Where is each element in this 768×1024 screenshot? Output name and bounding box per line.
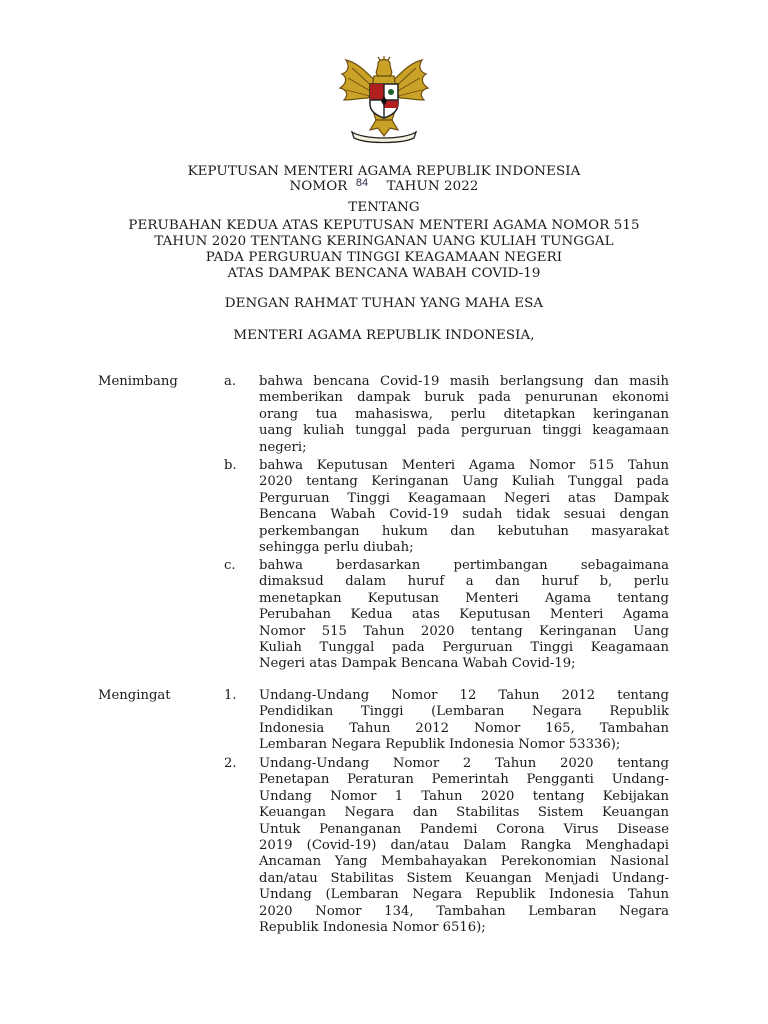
text-line: bahwa bencana Covid-19 masih berlangsung dan masih xyxy=(259,374,669,389)
text-line: Kuliah Tunggal pada Perguruan Tinggi Keagamaan xyxy=(259,639,669,655)
text-line: Pendidikan Tinggi (Lembaran Negara Republik xyxy=(259,704,669,720)
text-line: 2019 (Covid-19) dan/atau Dalam Rangka Menghadapi xyxy=(259,837,669,853)
tahun-label: TAHUN 2022 xyxy=(386,179,479,194)
text-line: uang kuliah tunggal pada perguruan tinggi keagamaan xyxy=(259,423,669,439)
text-line: perkembangan hukum dan kebutuhan masyarakat xyxy=(259,523,669,539)
tentang-label: TENTANG xyxy=(348,200,420,215)
nomor-value: 84 xyxy=(355,177,369,189)
text-line: Undang-Undang Nomor 12 Tahun 2012 tentang xyxy=(259,688,669,703)
subject-line: PADA PERGURUAN TINGGI KEAGAMAAN NEGERI xyxy=(205,250,563,265)
item-marker: 2. xyxy=(224,756,237,771)
blessing-line: DENGAN RAHMAT TUHAN YANG MAHA ESA xyxy=(224,296,544,311)
mengingat-label: Mengingat xyxy=(98,688,171,703)
text-line: Perubahan Kedua atas Keputusan Menteri Agama xyxy=(259,607,669,623)
subject-line: TAHUN 2020 TENTANG KERINGANAN UANG KULIAH TUNGGAL xyxy=(154,234,614,249)
text-line: bahwa Keputusan Menteri Agama Nomor 515 Tahun xyxy=(259,458,669,473)
text-line: memberikan dampak buruk pada penurunan ekonomi xyxy=(259,390,669,406)
garuda-pancasila-emblem xyxy=(334,54,434,144)
decree-number-line xyxy=(60,179,708,194)
item-marker: a. xyxy=(224,374,237,389)
text-line: Keuangan Negara dan Stabilitas Sistem Keuangan xyxy=(259,805,669,821)
text-line: Negeri atas Dampak Bencana Wabah Covid-19; xyxy=(259,656,576,672)
text-line: Untuk Penanganan Pandemi Corona Virus Disease xyxy=(259,821,669,837)
text-line: dimaksud dalam huruf a dan huruf b, perlu xyxy=(259,574,669,590)
text-line: 2020 Nomor 134, Tambahan Lembaran Negara xyxy=(259,903,669,919)
nomor-label: NOMOR xyxy=(289,179,348,194)
text-line: Republik Indonesia Nomor 6516); xyxy=(259,919,486,935)
text-line: Bencana Wabah Covid-19 sudah tidak sesuai dengan xyxy=(259,507,669,523)
text-line: Penetapan Peraturan Pemerintah Pengganti Undang- xyxy=(259,772,669,788)
menimbang-item-b xyxy=(259,458,669,556)
menimbang-label: Menimbang xyxy=(98,374,178,389)
item-marker: c. xyxy=(224,558,236,573)
text-line: Ancaman Yang Membahayakan Perekonomian Nasional xyxy=(259,854,669,870)
item-marker: 1. xyxy=(224,688,237,703)
text-line: orang tua mahasiswa, perlu ditetapkan keringanan xyxy=(259,406,669,422)
text-line: Nomor 515 Tahun 2020 tentang Keringanan Uang xyxy=(259,623,669,639)
text-line: Undang Nomor 1 Tahun 2020 tentang Kebijakan xyxy=(259,788,669,804)
text-line: menetapkan Keputusan Menteri Agama tentang xyxy=(259,590,669,606)
text-line: Undang-Undang Nomor 2 Tahun 2020 tentang xyxy=(259,756,669,771)
text-line: negeri; xyxy=(259,439,307,455)
decree-title: KEPUTUSAN MENTERI AGAMA REPUBLIK INDONESIA xyxy=(187,164,581,179)
text-line: Indonesia Tahun 2012 Nomor 165, Tambahan xyxy=(259,720,669,736)
text-line: Perguruan Tinggi Keagamaan Negeri atas Dampak xyxy=(259,490,669,506)
mengingat-item-1 xyxy=(259,688,669,754)
subject-line: PERUBAHAN KEDUA ATAS KEPUTUSAN MENTERI AGAMA NOMOR 515 xyxy=(128,218,640,233)
text-line: 2020 tentang Keringanan Uang Kuliah Tunggal pada xyxy=(259,474,669,490)
text-line: sehingga perlu diubah; xyxy=(259,539,414,555)
menimbang-item-c xyxy=(259,558,669,673)
subject-line: ATAS DAMPAK BENCANA WABAH COVID-19 xyxy=(227,266,541,281)
mengingat-item-2 xyxy=(259,756,669,936)
menimbang-item-a xyxy=(259,374,669,456)
text-line: dan/atau Stabilitas Sistem Keuangan Menjadi Undang- xyxy=(259,870,669,886)
text-line: bahwa berdasarkan pertimbangan sebagaimana xyxy=(259,558,669,573)
text-line: Undang (Lembaran Negara Republik Indonesia Tahun xyxy=(259,887,669,903)
issuer-line: MENTERI AGAMA REPUBLIK INDONESIA, xyxy=(233,328,535,343)
item-marker: b. xyxy=(224,458,237,473)
text-line: Lembaran Negara Republik Indonesia Nomor 53336); xyxy=(259,737,621,753)
